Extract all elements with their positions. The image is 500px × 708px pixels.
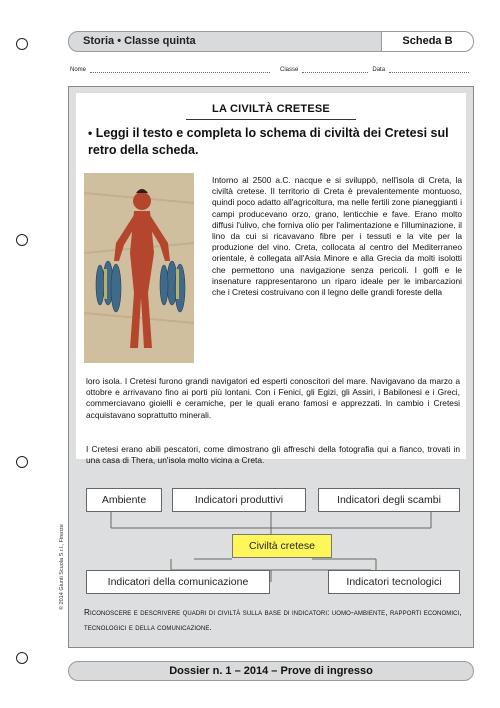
sheet-label: Scheda B [381,32,473,51]
reading-panel [76,93,466,466]
instruction-bullet: • [88,126,93,140]
binder-hole-2 [16,234,28,246]
footer-bar: Dossier n. 1 – 2014 – Prove di ingresso [68,661,474,681]
paragraph-full-width: loro isola. I Cretesi furono grandi navigatori ed esperti conoscitori del mare. Navigavano da marzo a ottobre e arrivavano fino ai porti più lontani. Con i Fenici, gli Egizi, gli Assiri, i Babilonesi e i Greci, commerciavano gioielli e ceramiche, per le quali erano famosi e apprezzati. In cambio i Cretesi acquistavano soprattutto minerali. [86,376,460,420]
paragraph-beside-image: Intorno al 2500 a.C. nacque e si sviluppò, nell'isola di Creta, la civiltà cretese. Il territorio di Creta è prevalentemente montuoso, quindi poco adatto all'agricoltura, ma nelle fertili zone pianeggianti i campi producevano orzo, grano, lenticchie e fave. Erano molto diffusi l'ulivo, che forniva olio per l'alimentazione e l'illuminazione, il lino da cui si ricavavano fibre per i tessuti e la vite per la produzione del vino. Creta, collocata al centro del Mediterraneo orientale, è collegata all'Asia Minore e alla Grecia da molti isolotti che permettono una navigazione senza pericoli. I golfi e le insenature rappresentarono un riparo ideale per le imbarcazioni che i Cretesi costruivano con il legno delle grandi foreste della [212,175,462,298]
fisherman-fresco-image [84,173,194,363]
class-label: Classe [280,67,299,73]
paragraph-closing: I Cretesi erano abili pescatori, come dimostrano gli affreschi della fotografia qui a fianco, trovati in una casa di Thera, un'isola molto vicina a Creta. [86,444,460,466]
subject-label: Storia • Classe quinta [83,35,196,47]
binder-hole-4 [16,652,28,664]
box-civilta-cretese: Civiltà cretese [232,534,332,558]
box-indicatori-tecnologici: Indicatori tecnologici [328,570,460,594]
box-indicatori-scambi: Indicatori degli scambi [318,488,460,512]
date-field[interactable] [389,67,469,73]
class-field[interactable] [302,67,368,73]
box-ambiente: Ambiente [86,488,162,512]
box-indicatori-comunicazione: Indicatori della comunicazione [86,570,270,594]
instruction-text: Leggi il testo e completa lo schema di civiltà dei Cretesi sul retro della scheda. [88,126,449,157]
learning-objective: Riconoscere e descrivere quadri di civiltà sulla base di indicatori: uomo-ambiente, rapporti economici, tecnologici e della comunicazione. [84,608,462,632]
header-bar [68,31,474,52]
box-indicatori-produttivi: Indicatori produttivi [172,488,306,512]
date-label: Data [372,67,386,73]
civilization-schema [76,478,466,608]
page-title: LA CIVILTÀ CRETESE [212,103,330,115]
title-underline [186,119,356,120]
instruction [88,125,458,159]
name-label: Nome [70,67,87,73]
binder-hole-3 [16,456,28,468]
copyright-note: © 2014 Giunti Scuola S.r.l., Firenze [59,524,65,610]
name-field[interactable] [90,67,270,73]
binder-hole-1 [16,38,28,50]
student-fields [70,67,474,73]
